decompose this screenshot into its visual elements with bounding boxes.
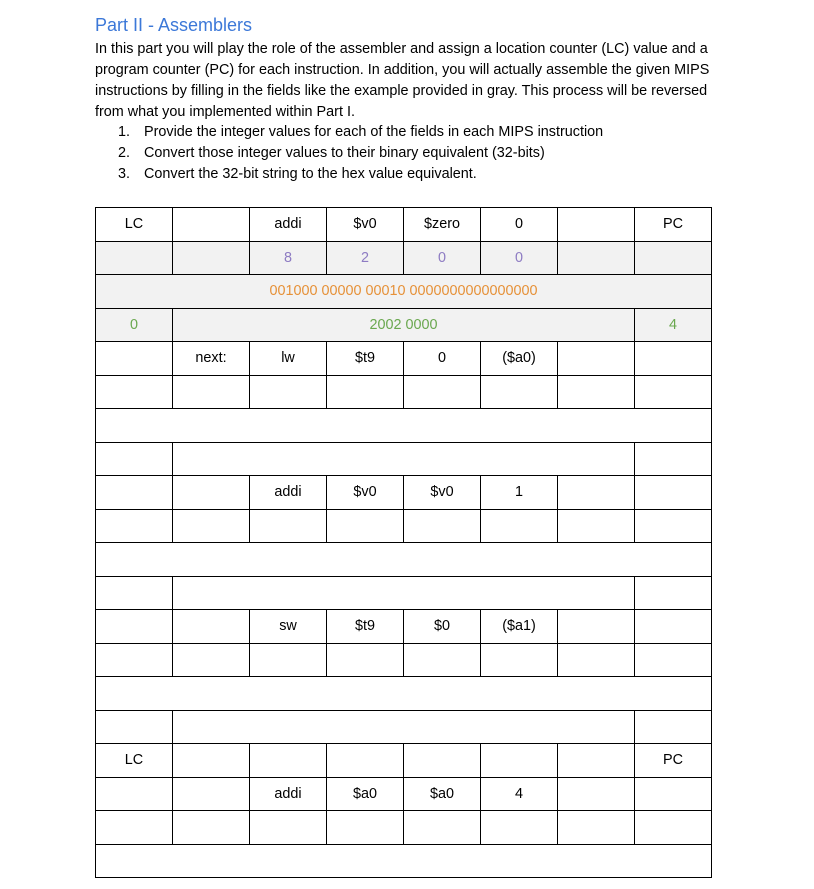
field-value-cell: 8	[250, 241, 327, 275]
pc-cell[interactable]	[635, 476, 712, 510]
field-cell[interactable]	[404, 509, 481, 543]
step-item	[118, 122, 603, 143]
hex-cell[interactable]	[173, 710, 635, 744]
binary-cell[interactable]	[96, 543, 712, 577]
blank-cell	[96, 241, 173, 275]
field-cell[interactable]	[558, 509, 635, 543]
binary-cell[interactable]	[96, 844, 712, 878]
blank-cell[interactable]	[635, 811, 712, 845]
pc-cell[interactable]	[635, 610, 712, 644]
lc-header: LC	[96, 208, 173, 242]
field-cell[interactable]	[481, 509, 558, 543]
binary-row	[96, 677, 712, 711]
blank-cell[interactable]	[96, 509, 173, 543]
operand-cell: ($a1)	[481, 610, 558, 644]
instruction-row	[96, 610, 712, 644]
field-cell[interactable]	[250, 509, 327, 543]
step-item	[118, 164, 603, 185]
opcode-cell: lw	[250, 342, 327, 376]
blank-cell	[173, 241, 250, 275]
operand-cell: $0	[404, 610, 481, 644]
hex-cell[interactable]	[173, 576, 635, 610]
lc-cell[interactable]	[96, 476, 173, 510]
binary-cell[interactable]	[96, 677, 712, 711]
operand-cell: $v0	[404, 476, 481, 510]
blank-cell[interactable]	[558, 744, 635, 778]
field-cell[interactable]	[558, 811, 635, 845]
hex-cell[interactable]	[173, 442, 635, 476]
lc-value-cell[interactable]	[96, 576, 173, 610]
step-number: 1.	[118, 124, 131, 140]
operand-cell: $t9	[327, 610, 404, 644]
field-cell[interactable]	[250, 375, 327, 409]
operand-cell: $zero	[404, 208, 481, 242]
field-value-cell: 0	[404, 241, 481, 275]
label-cell[interactable]	[173, 610, 250, 644]
blank-cell[interactable]	[481, 744, 558, 778]
instruction-row	[96, 342, 712, 376]
binary-row	[96, 844, 712, 878]
blank-cell[interactable]	[173, 744, 250, 778]
hex-row	[96, 576, 712, 610]
operand-cell: 4	[481, 777, 558, 811]
blank-cell[interactable]	[96, 643, 173, 677]
opcode-cell: addi	[250, 777, 327, 811]
hex-row	[96, 710, 712, 744]
lc-value-cell[interactable]	[96, 442, 173, 476]
lc-value-cell[interactable]	[96, 710, 173, 744]
blank-cell	[635, 241, 712, 275]
blank-cell[interactable]	[96, 375, 173, 409]
field-cell[interactable]	[250, 643, 327, 677]
pc-value-cell: 4	[635, 308, 712, 342]
opcode-cell: addi	[250, 208, 327, 242]
pc-cell[interactable]	[635, 777, 712, 811]
operand-cell: $a0	[327, 777, 404, 811]
field-cell[interactable]	[481, 375, 558, 409]
step-text: Convert the 32-bit string to the hex value equivalent.	[144, 166, 477, 182]
opcode-cell: sw	[250, 610, 327, 644]
example-fields-row	[96, 241, 712, 275]
field-cell[interactable]	[250, 811, 327, 845]
fields-row	[96, 643, 712, 677]
blank-cell[interactable]	[173, 509, 250, 543]
lc-value-cell: 0	[96, 308, 173, 342]
blank-cell[interactable]	[558, 476, 635, 510]
blank-cell[interactable]	[327, 744, 404, 778]
field-cell[interactable]	[327, 643, 404, 677]
step-text: Convert those integer values to their binary equivalent (32-bits)	[144, 145, 545, 161]
field-cell[interactable]	[327, 375, 404, 409]
blank-cell[interactable]	[173, 643, 250, 677]
field-cell[interactable]	[404, 811, 481, 845]
pc-header: PC	[635, 744, 712, 778]
blank-cell[interactable]	[635, 509, 712, 543]
example-hex-row	[96, 308, 712, 342]
blank-cell[interactable]	[558, 777, 635, 811]
lc-cell[interactable]	[96, 610, 173, 644]
operand-cell: $t9	[327, 342, 404, 376]
binary-cell: 001000 00000 00010 0000000000000000	[96, 275, 712, 309]
label-cell: next:	[173, 342, 250, 376]
pc-value-cell[interactable]	[635, 442, 712, 476]
pc-cell[interactable]	[635, 342, 712, 376]
operand-cell: $a0	[404, 777, 481, 811]
field-value-cell: 2	[327, 241, 404, 275]
blank-cell[interactable]	[96, 811, 173, 845]
operand-cell: $v0	[327, 208, 404, 242]
field-cell[interactable]	[327, 811, 404, 845]
field-cell[interactable]	[404, 643, 481, 677]
field-cell[interactable]	[481, 643, 558, 677]
blank-cell[interactable]	[558, 342, 635, 376]
fields-row	[96, 375, 712, 409]
binary-row	[96, 409, 712, 443]
blank-cell[interactable]	[173, 375, 250, 409]
lc-header: LC	[96, 744, 173, 778]
lc-cell[interactable]	[96, 342, 173, 376]
instruction-row	[96, 476, 712, 510]
field-cell[interactable]	[404, 375, 481, 409]
step-text: Provide the integer values for each of the fields in each MIPS instruction	[144, 124, 604, 140]
blank-cell[interactable]	[173, 811, 250, 845]
step-number: 2.	[118, 145, 131, 161]
example-binary-row	[96, 275, 712, 309]
hex-cell: 2002 0000	[173, 308, 635, 342]
blank-cell[interactable]	[250, 744, 327, 778]
blank-cell[interactable]	[558, 610, 635, 644]
blank-cell[interactable]	[635, 375, 712, 409]
assembly-table	[95, 207, 712, 878]
pc-value-cell[interactable]	[635, 710, 712, 744]
field-cell[interactable]	[481, 811, 558, 845]
operand-cell: 0	[481, 208, 558, 242]
lc-cell[interactable]	[96, 777, 173, 811]
blank-cell	[558, 208, 635, 242]
label-cell[interactable]	[173, 208, 250, 242]
field-cell[interactable]	[327, 509, 404, 543]
fields-row	[96, 811, 712, 845]
pc-value-cell[interactable]	[635, 576, 712, 610]
label-cell[interactable]	[173, 476, 250, 510]
hex-row	[96, 442, 712, 476]
instruction-row	[96, 777, 712, 811]
operand-cell: 0	[404, 342, 481, 376]
label-cell[interactable]	[173, 777, 250, 811]
steps-list	[118, 122, 603, 185]
intro-paragraph: In this part you will play the role of the assembler and assign a location counter (LC) value and a program counter (PC) for each instruction. In addition, you will actually assemble the given MIPS instructions by filling in the fields like the example provided in gray. This process will be reversed from what you implemented within Part I.	[95, 41, 710, 120]
section-heading: Part II - Assemblers	[95, 15, 253, 35]
opcode-cell: addi	[250, 476, 327, 510]
field-cell[interactable]	[558, 643, 635, 677]
blank-cell[interactable]	[404, 744, 481, 778]
fields-row	[96, 509, 712, 543]
field-value-cell: 0	[481, 241, 558, 275]
operand-cell: $v0	[327, 476, 404, 510]
step-number: 3.	[118, 166, 131, 182]
header-row	[96, 744, 712, 778]
binary-cell[interactable]	[96, 409, 712, 443]
pc-header: PC	[635, 208, 712, 242]
operand-cell: 1	[481, 476, 558, 510]
example-instruction-row	[96, 208, 712, 242]
step-item	[118, 143, 603, 164]
blank-cell	[558, 241, 635, 275]
blank-cell[interactable]	[635, 643, 712, 677]
field-cell[interactable]	[558, 375, 635, 409]
operand-cell: ($a0)	[481, 342, 558, 376]
binary-row	[96, 543, 712, 577]
